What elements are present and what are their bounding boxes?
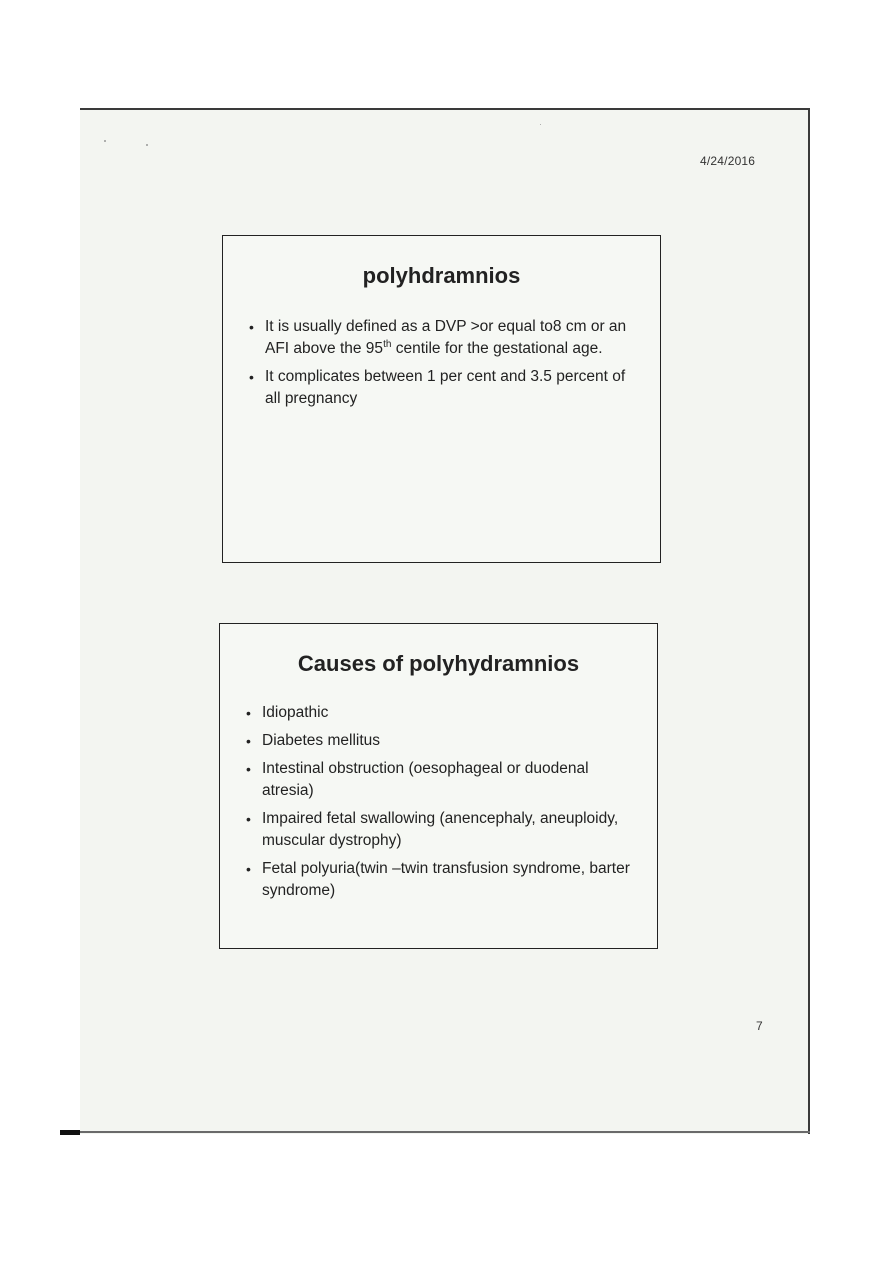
page-bottom-edge — [80, 1131, 810, 1133]
bullet-text: It complicates between 1 per cent and 3.5 percent of all pregnancy — [265, 368, 626, 407]
slide-polyhydramnios-definition — [222, 235, 661, 563]
bullet-item — [246, 858, 641, 902]
bullet-icon: • — [246, 733, 251, 749]
superscript-text: th — [383, 338, 392, 350]
bullet-text-continued: centile for the gestational age. — [391, 340, 603, 357]
bullet-text: Impaired fetal swallowing (anencephaly, aneuploidy, muscular dystrophy) — [262, 810, 619, 849]
bullet-item — [246, 758, 641, 802]
bullet-item — [249, 366, 644, 410]
bullet-item — [246, 730, 641, 752]
bullet-text: Intestinal obstruction (oesophageal or duodenal atresia) — [262, 760, 589, 799]
slide-causes-of-polyhydramnios — [219, 623, 658, 949]
bullet-icon: • — [246, 861, 251, 877]
bullet-icon: • — [246, 705, 251, 721]
slide-title: Causes of polyhydramnios — [297, 651, 580, 676]
bullet-icon: • — [249, 319, 254, 335]
bullet-icon: • — [249, 369, 254, 385]
slide-title: polyhdramnios — [362, 263, 521, 288]
bullet-icon: • — [246, 761, 251, 777]
bullet-list — [246, 702, 641, 908]
bullet-text: It is usually defined as a DVP >or equal to8 cm or an AFI above the 95 — [265, 318, 627, 357]
scan-speck — [540, 124, 541, 125]
scan-speck — [146, 144, 148, 146]
bullet-text: Fetal polyuria(twin –twin transfusion syndrome, barter syndrome) — [262, 860, 630, 899]
bullet-icon: • — [246, 811, 251, 827]
scan-speck — [104, 140, 106, 142]
bullet-list — [249, 316, 644, 416]
handout-date: 4/24/2016 — [700, 154, 756, 168]
bullet-text: Idiopathic — [262, 704, 329, 721]
page-number: 7 — [756, 1019, 763, 1033]
scan-edge-mark — [60, 1130, 80, 1135]
bullet-item — [246, 808, 641, 852]
bullet-text: Diabetes mellitus — [262, 732, 381, 749]
bullet-item — [246, 702, 641, 724]
bullet-item — [249, 316, 644, 360]
